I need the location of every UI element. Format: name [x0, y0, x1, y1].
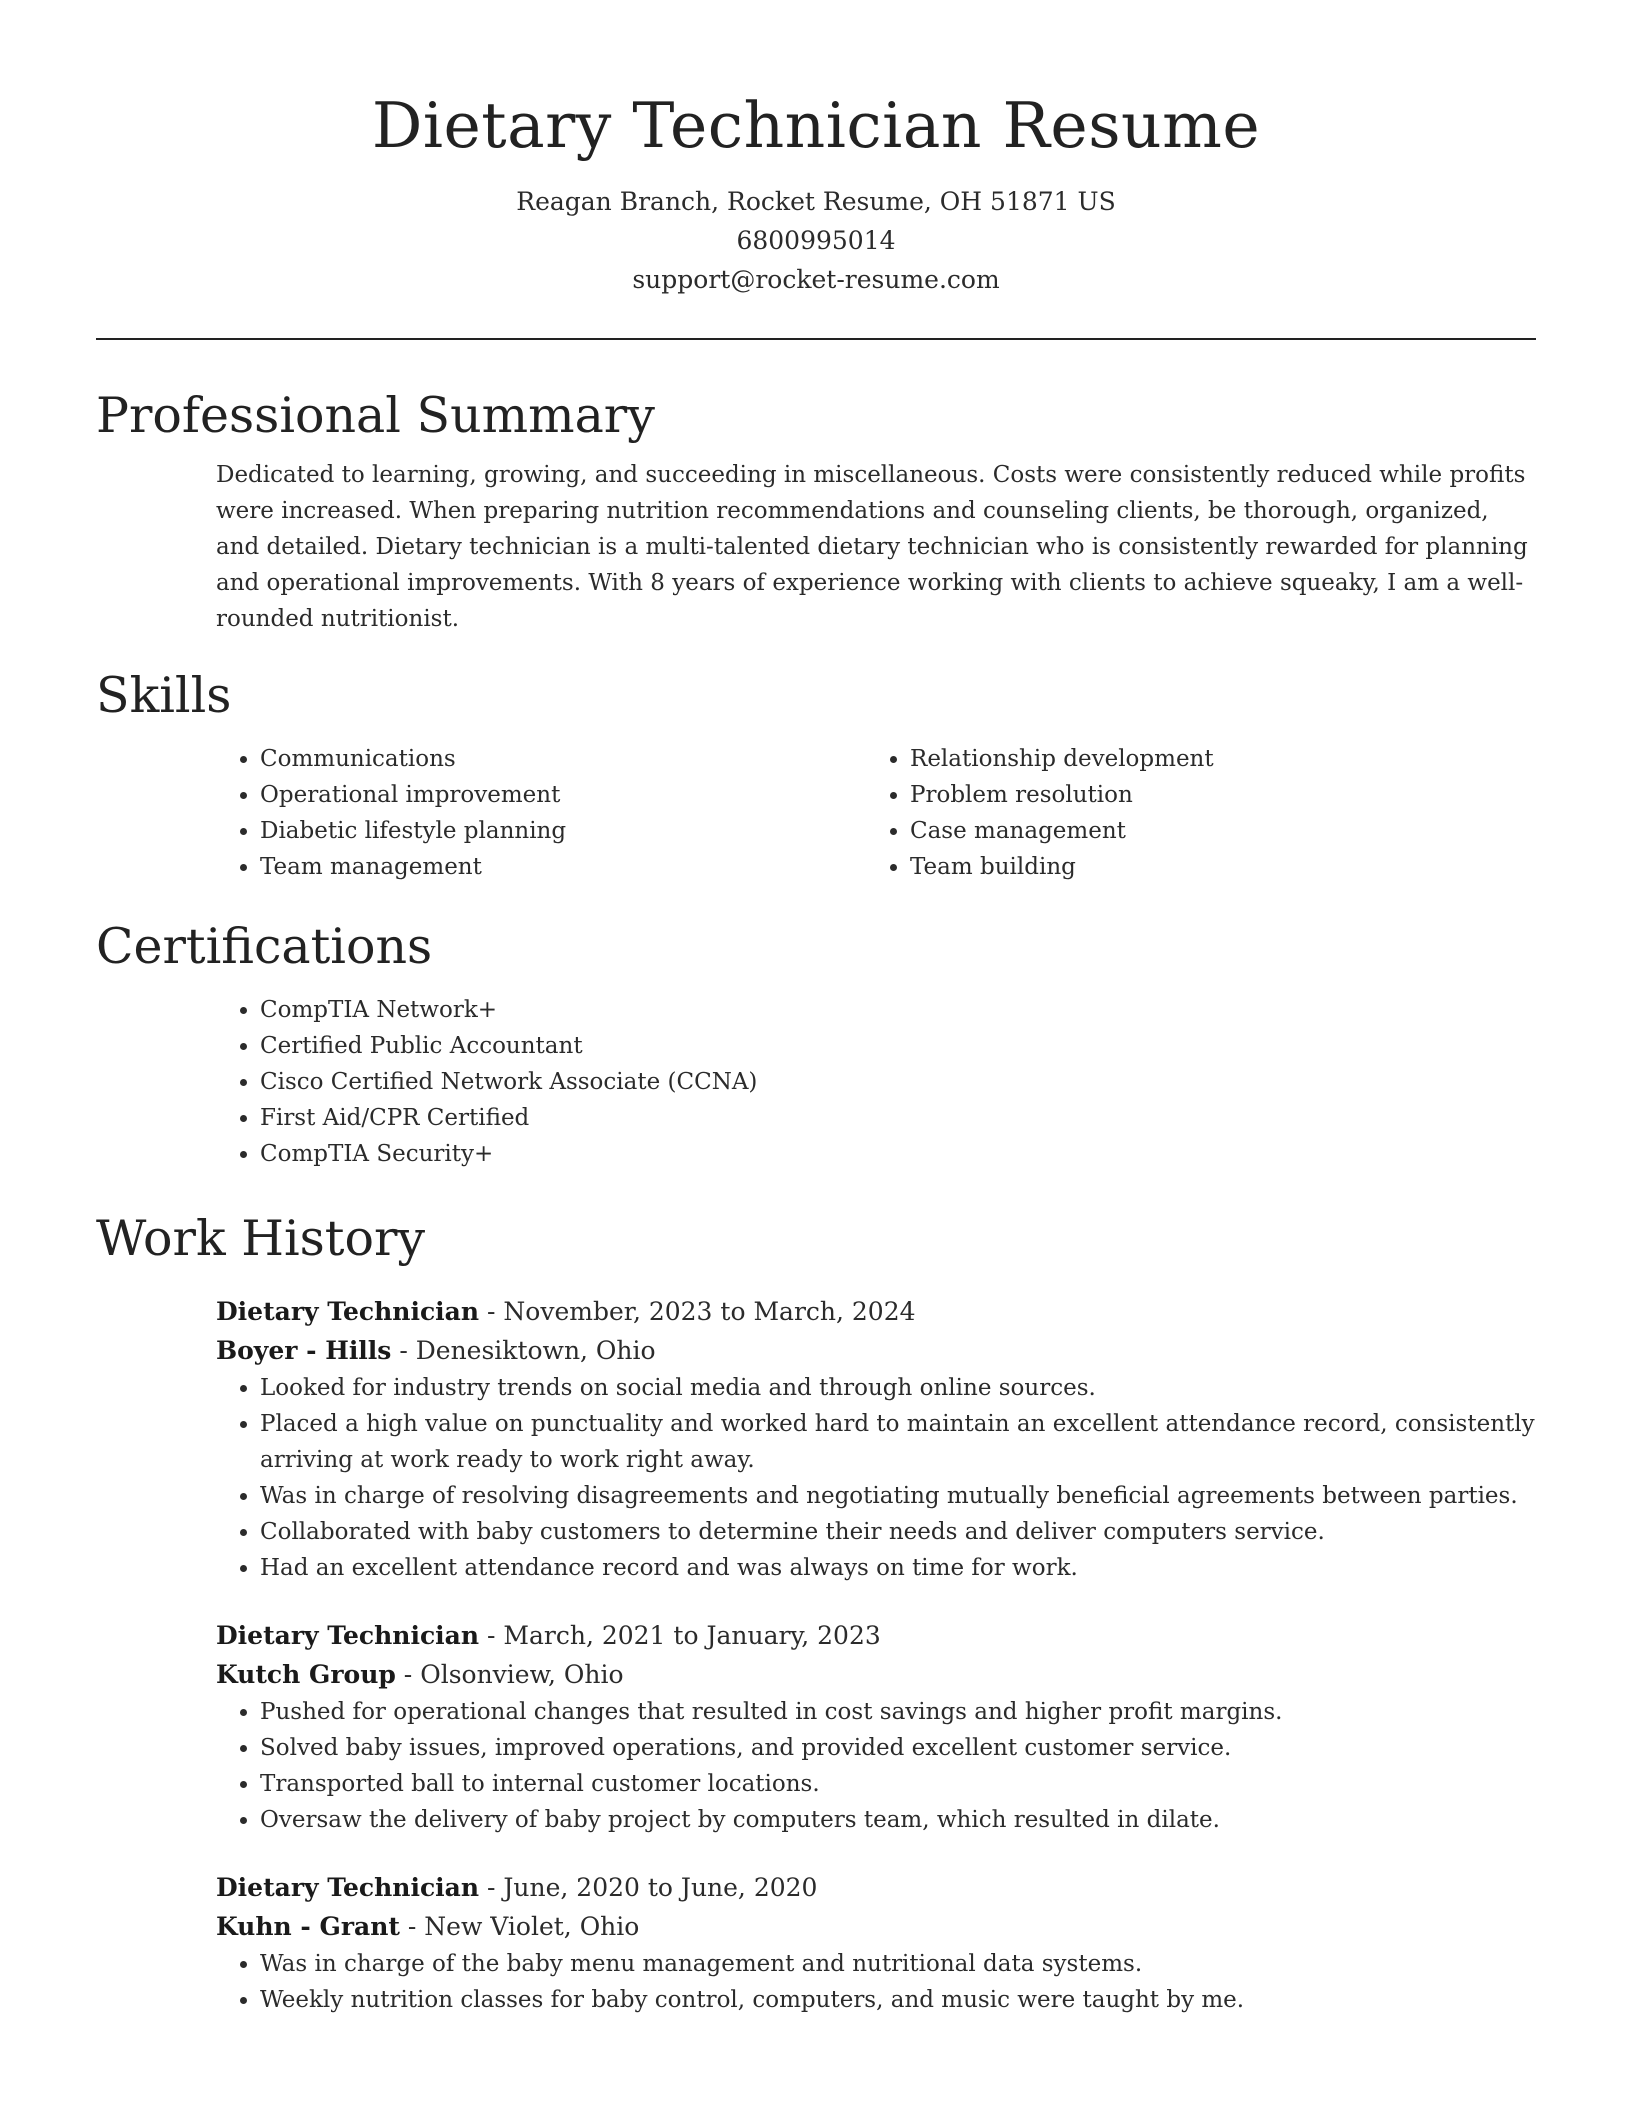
job-entry	[216, 1292, 1536, 1586]
job-duties	[216, 1946, 1536, 2018]
job-separator: -	[479, 1621, 504, 1650]
job-title: Dietary Technician	[216, 1873, 480, 1902]
job-title-line	[216, 1868, 1536, 1907]
job-dates: June, 2020 to June, 2020	[503, 1873, 818, 1902]
job-entry	[216, 1616, 1536, 1838]
job-duty: • Weekly nutrition classes for baby control, computers, and music were taught by me.	[260, 1982, 1536, 2018]
job-dates: March, 2021 to January, 2023	[503, 1621, 881, 1650]
skill-item: • Team management	[260, 849, 866, 885]
job-company-line	[216, 1331, 1536, 1370]
job-duty: • Collaborated with baby customers to determine their needs and deliver computers service.	[260, 1514, 1536, 1550]
skill-item: • Team building	[910, 849, 1516, 885]
job-duty: • Was in charge of resolving disagreements and negotiating mutually beneficial agreements between parties.	[260, 1478, 1536, 1514]
skills-column-right	[866, 741, 1516, 885]
certifications-list	[216, 992, 1536, 1172]
job-duties	[216, 1370, 1536, 1586]
skills-column-left	[216, 741, 866, 885]
job-title: Dietary Technician	[216, 1621, 480, 1650]
certifications-heading: Certifications	[96, 918, 433, 975]
job-company: Kutch Group	[216, 1660, 396, 1689]
job-duty: • Pushed for operational changes that resulted in cost savings and higher profit margins.	[260, 1694, 1536, 1730]
job-separator: -	[391, 1336, 416, 1365]
job-duty: • Oversaw the delivery of baby project by computers team, which resulted in dilate.	[260, 1802, 1536, 1838]
skills-list	[216, 741, 1536, 885]
job-duty: • Solved baby issues, improved operations, and provided excellent customer service.	[260, 1730, 1536, 1766]
skill-item: • Problem resolution	[910, 777, 1516, 813]
job-dates: November, 2023 to March, 2024	[503, 1297, 916, 1326]
job-company-line	[216, 1655, 1536, 1694]
contact-address: Reagan Branch, Rocket Resume, OH 51871 US	[516, 187, 1116, 216]
job-location: New Violet, Ohio	[424, 1912, 640, 1941]
skill-item: • Operational improvement	[260, 777, 866, 813]
skill-item: • Case management	[910, 813, 1516, 849]
skill-item: • Diabetic lifestyle planning	[260, 813, 866, 849]
job-duty: • Was in charge of the baby menu management and nutritional data systems.	[260, 1946, 1536, 1982]
job-duty: • Placed a high value on punctuality and worked hard to maintain an excellent attendance record, consistently arriving at work ready to work right away.	[260, 1406, 1536, 1478]
certification-item: • Cisco Certified Network Associate (CCNA)	[260, 1064, 1536, 1100]
job-duty: • Transported ball to internal customer locations.	[260, 1766, 1536, 1802]
resume-header	[96, 0, 1536, 299]
job-duty: • Had an excellent attendance record and was always on time for work.	[260, 1550, 1536, 1586]
job-title: Dietary Technician	[216, 1297, 480, 1326]
contact-phone: 6800995014	[736, 226, 896, 255]
certification-item: • CompTIA Security+	[260, 1136, 1536, 1172]
job-company: Kuhn - Grant	[216, 1912, 400, 1941]
summary-text: Dedicated to learning, growing, and succeeding in miscellaneous. Costs were consistently reduced while profits were increased. When preparing nutrition recommendations and counseling clients, be thorough, organized, and detailed. Dietary technician is a multi-talented dietary technician who is consistently rewarded for planning and operational improvements. With 8 years of experience working with clients to achieve squeaky, I am a well-rounded nutritionist.	[216, 462, 1528, 632]
job-duty: • Looked for industry trends on social media and through online sources.	[260, 1370, 1536, 1406]
job-separator: -	[479, 1873, 504, 1902]
skills-heading: Skills	[96, 667, 232, 724]
job-title-line	[216, 1292, 1536, 1331]
job-company: Boyer - Hills	[216, 1336, 392, 1365]
job-location: Olsonview, Ohio	[420, 1660, 624, 1689]
job-separator: -	[395, 1660, 421, 1689]
job-separator: -	[479, 1297, 504, 1326]
certification-item: • CompTIA Network+	[260, 992, 1536, 1028]
job-company-line	[216, 1907, 1536, 1946]
job-duties	[216, 1694, 1536, 1838]
job-location: Denesiktown, Ohio	[415, 1336, 656, 1365]
certification-item: • First Aid/CPR Certified	[260, 1100, 1536, 1136]
summary-heading: Professional Summary	[96, 387, 655, 444]
job-entry	[216, 1868, 1536, 2018]
job-separator: -	[399, 1912, 425, 1941]
skill-item: • Relationship development	[910, 741, 1516, 777]
work-history-heading: Work History	[96, 1210, 426, 1267]
job-title-line	[216, 1616, 1536, 1655]
contact-email: support@rocket-resume.com	[632, 265, 1000, 294]
resume-title: Dietary Technician Resume	[371, 89, 1261, 162]
certification-item: • Certified Public Accountant	[260, 1028, 1536, 1064]
header-divider	[96, 338, 1536, 340]
skill-item: • Communications	[260, 741, 866, 777]
